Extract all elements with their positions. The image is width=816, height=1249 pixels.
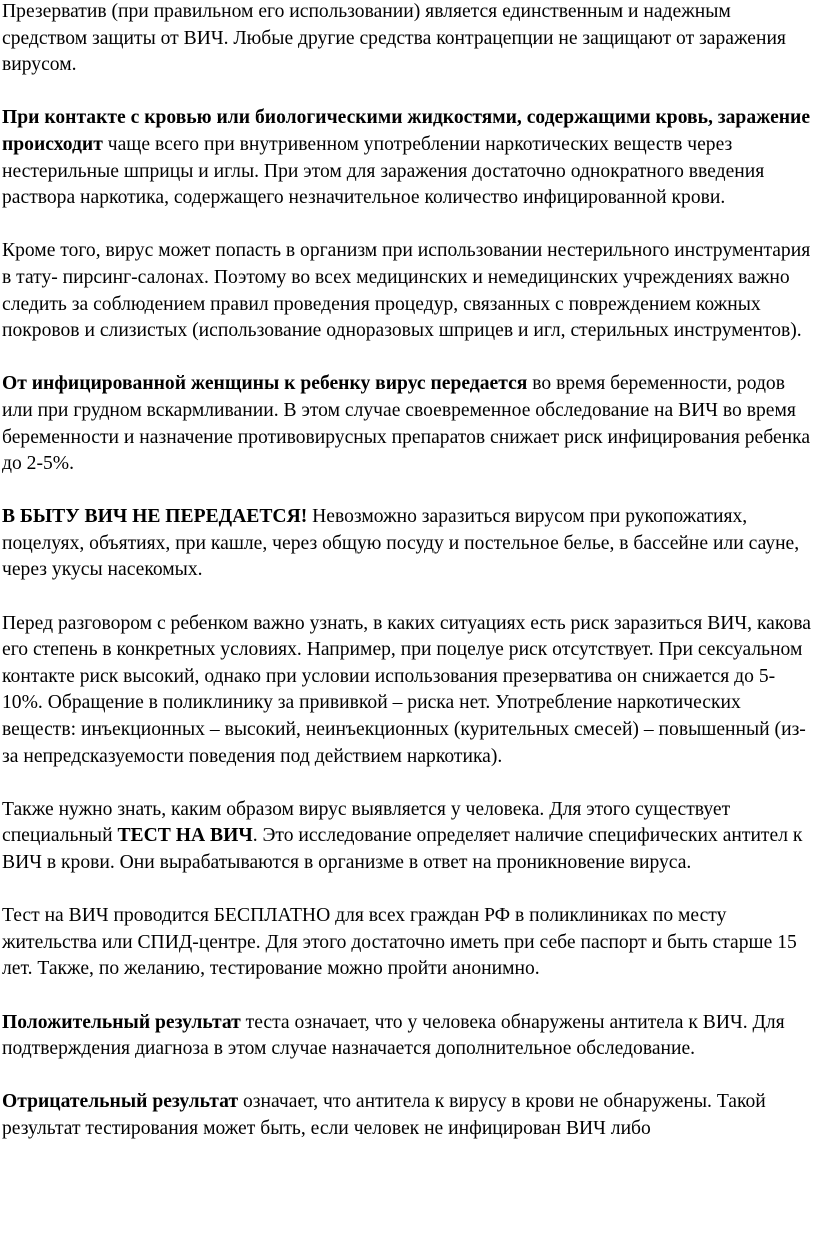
- paragraph-bold-lead: От инфицированной женщины к ребенку вирус передается: [2, 373, 528, 395]
- paragraph-text: Тест на ВИЧ проводится БЕСПЛАТНО для всех граждан РФ в поликлиниках по месту жительства или СПИД-центре. Для этого достаточно иметь при себе паспорт и быть старше 15 лет. Также, по желанию, тестирование можно пройти анонимно.: [2, 905, 797, 980]
- paragraph-text: Невозможно заразиться вирусом при рукопожатиях, поцелуях, объятиях, при кашле, через общую посуду и постельное белье, в бассейне или сауне, через укусы насекомых.: [2, 506, 800, 581]
- paragraph-bold-inline: ТЕСТ НА ВИЧ: [117, 825, 253, 847]
- paragraph-mother-to-child: [2, 371, 812, 477]
- paragraph-free-testing: [2, 903, 812, 983]
- paragraph-household: [2, 504, 812, 584]
- paragraph-text: во время беременности, родов или при грудном вскармливании. В этом случае своевременное обследование на ВИЧ во время беременности и назначение противовирусных препаратов снижает риск инфицирования ребенка до 2-5%.: [2, 373, 811, 475]
- paragraph-bold-lead: В БЫТУ ВИЧ НЕ ПЕРЕДАЕТСЯ!: [2, 506, 308, 528]
- paragraph-text: теста означает, что у человека обнаружены антитела к ВИЧ. Для подтверждения диагноза в этом случае назначается дополнительное обследование.: [2, 1011, 785, 1060]
- paragraph-condom-protection: [2, 0, 812, 79]
- paragraph-hiv-test: [2, 797, 812, 877]
- paragraph-negative-result: [2, 1089, 812, 1142]
- paragraph-tattoo-piercing: [2, 238, 812, 344]
- paragraph-text: означает, что антитела к вирусу в крови не обнаружены. Такой результат тестирования может быть, если человек не инфицирован ВИЧ либо: [2, 1091, 766, 1139]
- paragraph-positive-result: [2, 1010, 812, 1063]
- paragraph-bold-lead: При контакте с кровью или биологическими жидкостями, содержащими кровь, заражение происходит: [2, 107, 811, 155]
- paragraph-bold-lead: Отрицательный результат: [2, 1091, 239, 1113]
- paragraph-text: Презерватив (при правильном его использовании) является единственным и надежным средством защиты от ВИЧ. Любые другие средства контрацепции не защищают от заражения вирусом.: [2, 1, 786, 76]
- paragraph-text: чаще всего при внутривенном употреблении наркотических веществ через нестерильные шприцы и иглы. При этом для заражения достаточно однократного введения раствора наркотика, содержащего незначительное количество инфицированной крови.: [2, 133, 765, 209]
- paragraph-text: Перед разговором с ребенком важно узнать, в каких ситуациях есть риск заразиться ВИЧ, какова его степень в конкретных условиях. Например, при поцелуе риск отсутствует. При сексуальном контакте риск высокий, однако при условии использования презерватива он снижается до 5-10%. Обращение в поликлинику за прививкой – риска нет. Употребление наркотических веществ: инъекционных – высокий, неинъекционных (курительных смесей) – повышенный (из-за непредсказуемости поведения под действием наркотика).: [2, 612, 811, 767]
- paragraph-text: Кроме того, вирус может попасть в организм при использовании нестерильного инструментария в тату- пирсинг-салонах. Поэтому во всех медицинских и немедицинских учреждениях важно следить за соблюдением правил проведения процедур, связанных с повреждением кожных покровов и слизистых (использование одноразовых шприцев и игл, стерильных инструментов).: [2, 240, 811, 342]
- paragraph-risk-levels: [2, 611, 812, 771]
- paragraph-text-before: Также нужно знать, каким образом вирус выявляется у человека. Для этого существует специальный: [2, 798, 731, 847]
- paragraph-text-after: . Это исследование определяет наличие специфических антител к ВИЧ в крови. Они вырабатываются в организме в ответ на проникновение вируса.: [2, 825, 803, 873]
- paragraph-blood-contact: [2, 105, 812, 211]
- paragraph-bold-lead: Положительный результат: [2, 1011, 241, 1033]
